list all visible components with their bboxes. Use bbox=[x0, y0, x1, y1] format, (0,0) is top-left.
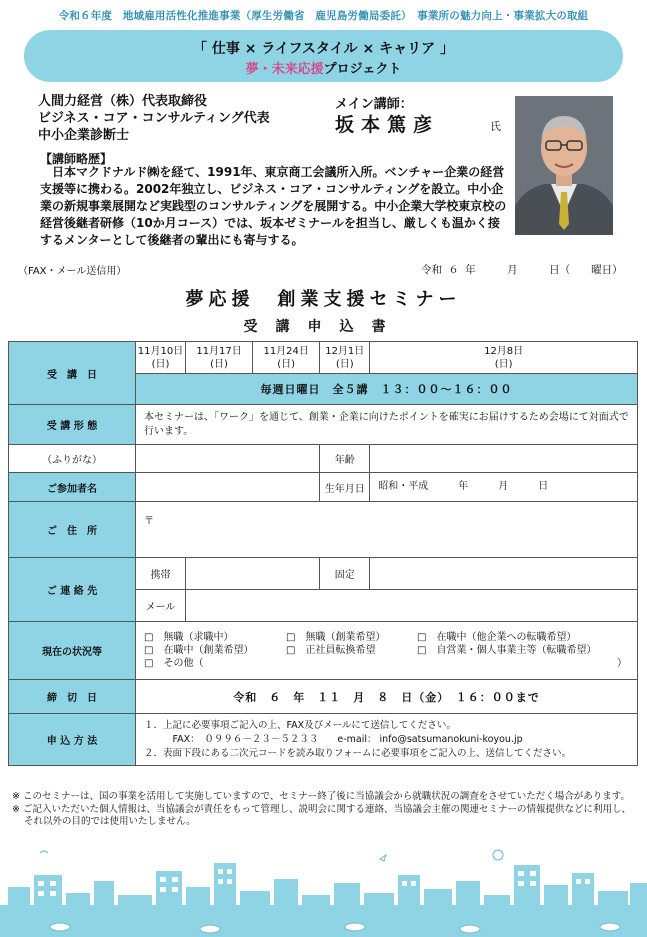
instructor-title-line: ビジネス・コア・コンサルティング代表 bbox=[38, 111, 270, 126]
apply-line: FAX： ０９９６－２３－５２３３ e-mail： info@satsumanokuni-koyou.jp bbox=[144, 733, 523, 745]
mobile-input[interactable] bbox=[186, 558, 320, 590]
banner-project-rest: プロジェクト bbox=[323, 62, 402, 77]
status-checkbox[interactable]: □ 自営業・個人事業主等（転職希望） bbox=[417, 645, 597, 656]
instructor-title-line: 中小企業診断士 bbox=[38, 128, 130, 143]
fax-mail-label: （FAX・メール送信用） bbox=[18, 266, 127, 277]
instructor-photo bbox=[515, 96, 613, 235]
email-label: メール bbox=[136, 590, 186, 622]
email-input[interactable] bbox=[186, 590, 638, 622]
birthdate-input[interactable]: 昭和・平成 年 月 日 bbox=[370, 473, 638, 502]
participant-name-input[interactable] bbox=[136, 473, 320, 502]
status-row bbox=[144, 657, 629, 670]
career-text: 日本マクドナルド㈱を経て、1991年、東京商工会議所入所。ベンチャー企業の経営支援等に携わる。2002年独立し、ビジネス・コア・コンサルティングを設立。中小企業の新規事業展開など実践型のコンサルティングを展開する。中小企業大学校東京校の経営後継者研修（10か月コース）では、坂本ゼミナールを担当し、厳しくも温かく接するメンターとして後継者の輩出にも寄与する。 bbox=[40, 165, 507, 247]
birthdate-label: 生年月日 bbox=[320, 473, 370, 502]
header-topline: 令和６年度 地域雇用活性化推進事業（厚生労働省 鹿児島労働局委託） 事業所の魅力向上・事業拡大の取組 bbox=[58, 10, 589, 22]
seminar-title: 夢応援 創業支援セミナー bbox=[185, 289, 462, 310]
status-row bbox=[144, 631, 629, 644]
title-banner bbox=[24, 30, 623, 82]
apply-line: ２．表面下段にある二次元コードを読み取りフォームに必要事項をご記入の上、送信してください。 bbox=[144, 747, 572, 759]
session-day-text: (日) bbox=[494, 358, 513, 370]
session-date bbox=[186, 342, 253, 374]
cityscape-illustration bbox=[0, 835, 647, 937]
session-date bbox=[253, 342, 320, 374]
banner-slogan: 「 仕事 × ライフスタイル × キャリア 」 bbox=[192, 41, 455, 57]
age-label: 年齢 bbox=[320, 445, 370, 473]
status-other-spacer bbox=[286, 657, 417, 670]
session-date-text: 12月1日 bbox=[325, 345, 365, 357]
status-label: 現在の状況等 bbox=[9, 622, 136, 680]
instructor-titles bbox=[38, 93, 270, 144]
deadline-label: 締 切 日 bbox=[9, 680, 136, 714]
session-date-text: 11月17日 bbox=[196, 345, 242, 357]
session-date-text: 11月24日 bbox=[263, 345, 309, 357]
instructor-honorific: 氏 bbox=[490, 120, 501, 133]
furigana-label: （ふりがな） bbox=[9, 445, 136, 473]
contact-label: ご 連 絡 先 bbox=[9, 558, 136, 622]
session-date bbox=[370, 342, 638, 374]
schedule-summary: 毎週日曜日 全５講 １３：００～１６：００ bbox=[136, 374, 638, 405]
status-other-input[interactable]: ） bbox=[417, 658, 627, 669]
submission-date-field: 令和 ６ 年 月 日（ 曜日） bbox=[421, 264, 623, 276]
postal-mark: 〒 bbox=[144, 516, 154, 527]
status-checkbox[interactable]: □ 正社員転換希望 bbox=[286, 645, 376, 656]
footnote: ※ ご記入いただいた個人情報は、当協議会が責任をもって管理し、説明会に関する連絡、当協議会主催の関連セミナーの情報提供などに利用し、それ以外の目的では使用いたしません。 bbox=[12, 803, 631, 827]
session-date-text: 12月8日 bbox=[484, 345, 524, 357]
banner-project-highlight: 夢・未来応援 bbox=[245, 62, 324, 77]
status-checkbox[interactable]: □ 無職（求職中） bbox=[144, 632, 234, 643]
town-illustration bbox=[0, 835, 647, 937]
status-checkbox[interactable]: □ 無職（創業希望） bbox=[286, 632, 386, 643]
footnotes bbox=[12, 791, 632, 829]
banner-project bbox=[24, 58, 623, 77]
participant-name-label: ご参加者名 bbox=[9, 473, 136, 502]
format-label: 受 講 形 態 bbox=[9, 405, 136, 445]
session-date bbox=[136, 342, 186, 374]
age-input[interactable] bbox=[370, 445, 638, 473]
address-input[interactable] bbox=[136, 502, 638, 558]
portrait-illustration bbox=[515, 96, 613, 235]
session-day-text: (日) bbox=[151, 358, 170, 370]
form-title: 受講申込書 bbox=[243, 319, 404, 335]
main-instructor-label: メイン講師： bbox=[335, 97, 413, 112]
instructor-name: 坂本篤彦 bbox=[335, 114, 440, 136]
status-options bbox=[136, 622, 638, 680]
status-checkbox-other[interactable]: □ その他（ bbox=[144, 658, 204, 669]
furigana-input[interactable] bbox=[136, 445, 320, 473]
address-label: ご 住 所 bbox=[9, 502, 136, 558]
status-checkbox[interactable]: □ 在職中（他企業への転職希望） bbox=[417, 632, 577, 643]
status-row bbox=[144, 644, 629, 657]
session-day-text: (日) bbox=[335, 358, 354, 370]
session-day-text: (日) bbox=[210, 358, 228, 370]
footnote: ※ このセミナーは、国の事業を活用して実施していますので、セミナー終了後に当協議会から就職状況の調査をさせていただく場合があります。 bbox=[12, 791, 631, 802]
apply-method-text bbox=[136, 714, 638, 766]
format-text: 本セミナーは、「ワーク」を通じて、創業・企業に向けたポイントを確実にお届けするため会場にて対面式で行います。 bbox=[136, 405, 638, 445]
status-checkbox[interactable]: □ 在職中（創業希望） bbox=[144, 645, 254, 656]
session-day-text: (日) bbox=[277, 358, 296, 370]
instructor-title-line: 人間力経営（株）代表取締役 bbox=[38, 94, 208, 109]
career-heading: 【講師略歴】 bbox=[40, 152, 113, 166]
application-form bbox=[8, 341, 638, 766]
session-date bbox=[320, 342, 370, 374]
deadline-value: 令和 ６ 年 １１ 月 ８ 日（金） １６：００まで bbox=[136, 680, 638, 714]
apply-method-label: 申 込 方 法 bbox=[9, 714, 136, 766]
landline-input[interactable] bbox=[370, 558, 638, 590]
dates-label: 受 講 日 bbox=[9, 342, 136, 405]
mobile-label: 携帯 bbox=[136, 558, 186, 590]
apply-line: １．上記に必要事項ご記入の上、FAX及びメールにて送信してください。 bbox=[144, 719, 456, 731]
session-date-text: 11月10日 bbox=[137, 345, 184, 357]
landline-label: 固定 bbox=[320, 558, 370, 590]
